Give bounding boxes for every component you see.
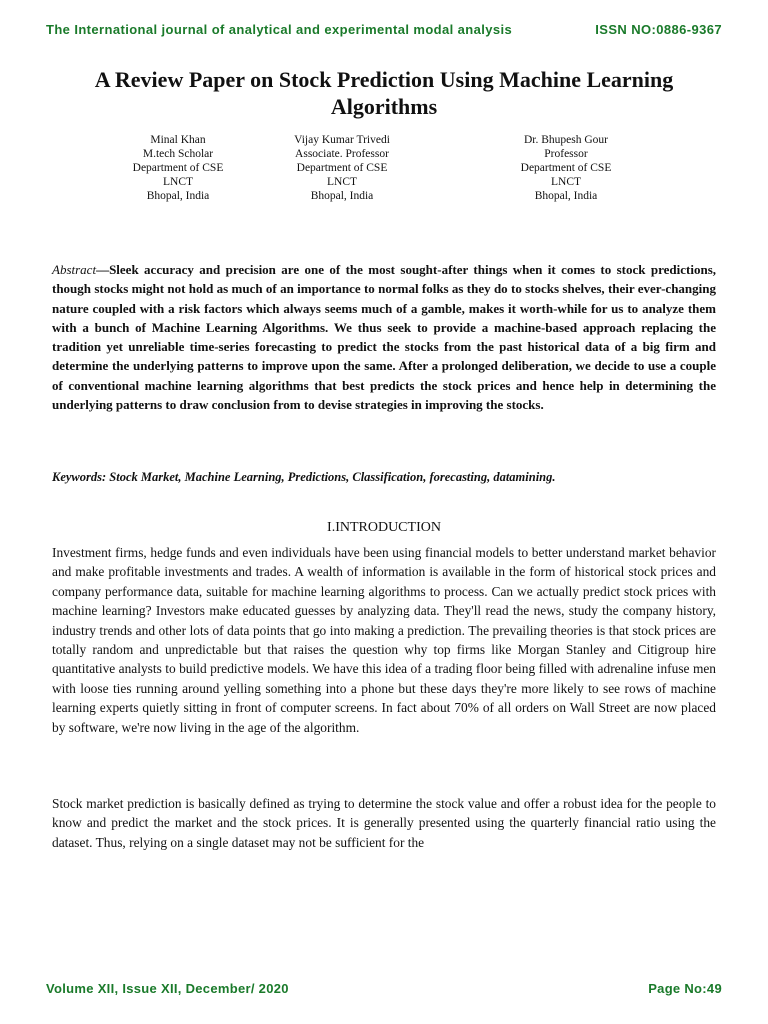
- author-block-2: [252, 133, 432, 203]
- author-block-3: [476, 133, 656, 203]
- section-heading: I.INTRODUCTION: [327, 520, 441, 535]
- author-dept: Department of CSE: [296, 162, 388, 174]
- author-dept: Department of CSE: [520, 162, 612, 174]
- author-name: Vijay Kumar Trivedi: [294, 134, 390, 146]
- author-role: M.tech Scholar: [142, 148, 214, 160]
- author-name: Dr. Bhupesh Gour: [523, 134, 608, 146]
- author-dept: Department of CSE: [132, 162, 224, 174]
- author-name: Minal Khan: [150, 134, 206, 146]
- abstract-text: —Sleek accuracy and precision are one of the most sought-after things when it comes to stock predictions, though stocks might not hold as much of an importance to normal folks as they do to stocks shelves, their ever-changing nature coupled with a risk factors which always seems much of a gamble, makes it worth-while for us to analyze them with a bunch of Machine Learning Algorithms. We thus seek to provide a machine-based approach replacing the tradition yet unreliable time-series forecasting to predict the stocks from the past historical data of a big firm and determine the underlying patterns to improve upon the same. After a prolonged deliberation, we decide to use a couple of conventional machine learning algorithms that best predicts the stock prices and hence help in determining the underlying patterns to draw conclusion from to devise strategies in improving the stocks.: [52, 262, 716, 413]
- author-org: LNCT: [326, 176, 358, 188]
- page-footer: [46, 981, 722, 996]
- author-location: Bhopal, India: [534, 190, 598, 202]
- abstract-label: Abstract: [52, 262, 97, 277]
- volume-info: Volume XII, Issue XII, December/ 2020: [46, 981, 289, 996]
- author-location: Bhopal, India: [146, 190, 210, 202]
- abstract: [52, 260, 716, 414]
- body-paragraph: Investment firms, hedge funds and even individuals have been using financial models to better understand market behavior and make profitable investments and trades. A wealth of information is available in the form of historical stock prices and company performance data, suitable for machine learning algorithms to process. Can we actually predict stock prices with machine learning? Investors make educated guesses by analyzing data. They'll read the news, study the company history, industry trends and other lots of data points that go into making a prediction. The prevailing theories is that stock prices are totally random and unpredictable but that raises the question why top firms like Morgan Stanley and Citigroup hire quantitative analysts to build predictive models. We have this idea of a trading floor being filled with adrenaline infuse men with loose ties running around yelling something into a phone but these days they're more likely to see rows of machine learning experts quietly sitting in front of computer screens. In fact about 70% of all orders on Wall Street are now placed by software, we're now living in the age of the algorithm.: [52, 545, 716, 735]
- journal-name: The International journal of analytical and experimental modal analysis: [46, 22, 513, 37]
- author-role: Associate. Professor: [295, 148, 389, 160]
- author-block-1: [88, 133, 268, 203]
- author-role: Professor: [544, 148, 588, 160]
- paper-title: A Review Paper on Stock Prediction Using Machine Learning Algorithms: [94, 67, 674, 119]
- body-paragraph: Stock market prediction is basically defined as trying to determine the stock value and offer a robust idea for the people to know and predict the market and the stock prices. It is generally presented using the quarterly financial ratio using the dataset. Thus, relying on a single dataset may not be sufficient for the: [52, 796, 716, 850]
- page-header: [46, 22, 722, 37]
- keywords: Keywords: Stock Market, Machine Learning, Predictions, Classification, forecasting, datamining.: [52, 470, 556, 484]
- author-org: LNCT: [162, 176, 194, 188]
- author-org: LNCT: [550, 176, 582, 188]
- page-number: Page No:49: [648, 981, 722, 996]
- author-location: Bhopal, India: [310, 190, 374, 202]
- issn-number: ISSN NO:0886-9367: [595, 22, 722, 37]
